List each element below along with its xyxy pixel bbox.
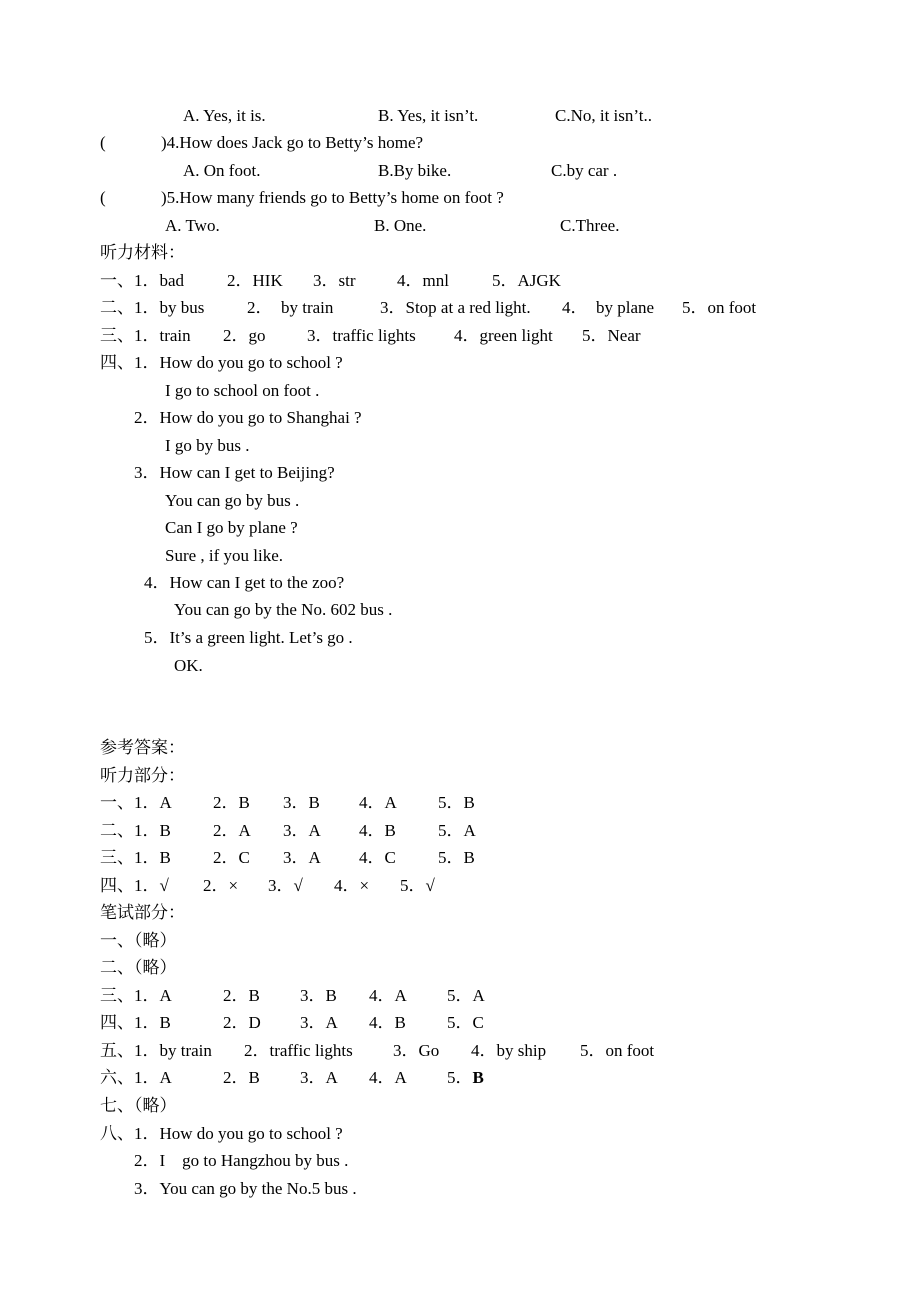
q3-option-b: B. Yes, it isn’t. — [378, 106, 479, 125]
q3-option-a: A. Yes, it is. — [183, 106, 266, 125]
listening-section-heading: 听力部分： — [100, 766, 185, 785]
ans-w6-bold-answer: B — [472, 1068, 484, 1087]
ans-w3-item: 2．B — [223, 986, 260, 1005]
ans-w3-item: 3．B — [300, 986, 337, 1005]
lm-part4-line: 2．How do you go to Shanghai ? — [134, 408, 362, 427]
ans-w4-number: 四、 — [100, 1013, 134, 1032]
q4-option-b: B.By bike. — [378, 161, 452, 180]
ans-l2-item: 4．B — [359, 821, 396, 840]
ans-w6-item: 3．A — [300, 1068, 338, 1087]
ans-w5-item: 5．on foot — [580, 1041, 655, 1060]
ans-l4-item: 5．√ — [400, 876, 435, 895]
lm-part1-item: 4．mnl — [397, 271, 449, 290]
ans-w4-item: 3．A — [300, 1013, 338, 1032]
ans-l4-item: 2．× — [203, 876, 239, 895]
q5-option-a: A. Two. — [165, 216, 220, 235]
ans-l2-item: 3．A — [283, 821, 321, 840]
ans-l4-number: 四、 — [100, 876, 134, 895]
ans-l4-item: 1．√ — [134, 876, 169, 895]
listening-material-heading: 听力材料： — [100, 243, 185, 262]
ans-w5-item: 2．traffic lights — [244, 1041, 353, 1060]
lm-part1-item: 3．str — [313, 271, 356, 290]
lm-part4-line: OK. — [174, 656, 203, 675]
lm-part4-line: I go to school on foot . — [165, 381, 320, 400]
q5-answer-paren: ( — [100, 188, 106, 207]
ans-l2-item: 1．B — [134, 821, 171, 840]
ans-w6-item: 4．A — [369, 1068, 407, 1087]
lm-part4-line: 1．How do you go to school ? — [134, 353, 343, 372]
ans-l3-number: 三、 — [100, 848, 134, 867]
lm-part2-item: 5．on foot — [682, 298, 757, 317]
ans-w7: 七、（略） — [100, 1096, 177, 1115]
ans-l3-item: 3．A — [283, 848, 321, 867]
q5-option-b: B. One. — [374, 216, 427, 235]
ans-w4-item: 5．C — [447, 1013, 484, 1032]
lm-part2-item: 1．by bus — [134, 298, 205, 317]
lm-part1-item: 5．AJGK — [492, 271, 561, 290]
ans-w6-number: 六、 — [100, 1068, 134, 1087]
ans-w3-number: 三、 — [100, 986, 134, 1005]
lm-part4-line: 5．It’s a green light. Let’s go . — [144, 628, 353, 647]
lm-part4-line: Can I go by plane ? — [165, 518, 298, 537]
ans-w8-number: 八、 — [100, 1124, 134, 1143]
ans-w5-item: 3．Go — [393, 1041, 440, 1060]
ans-w6-item: 1．A — [134, 1068, 172, 1087]
lm-part3-item: 4．green light — [454, 326, 553, 345]
ans-w5-item: 1．by train — [134, 1041, 212, 1060]
ans-w1: 一、（略） — [100, 931, 177, 950]
lm-part2-item: 2． by train — [247, 298, 334, 317]
lm-part2-number: 二、 — [100, 298, 134, 317]
lm-part4-line: You can go by the No. 602 bus . — [174, 600, 393, 619]
ans-w3-item: 4．A — [369, 986, 407, 1005]
lm-part4-line: 4．How can I get to the zoo? — [144, 573, 345, 592]
lm-part4-line: You can go by bus . — [165, 491, 300, 510]
ans-l3-item: 4．C — [359, 848, 396, 867]
ans-l3-item: 1．B — [134, 848, 171, 867]
ans-w5-item: 4．by ship — [471, 1041, 547, 1060]
lm-part3-item: 3．traffic lights — [307, 326, 416, 345]
ans-l2-item: 5．A — [438, 821, 476, 840]
lm-part1-number: 一、 — [100, 271, 134, 290]
lm-part2-item: 4． by plane — [562, 298, 655, 317]
lm-part3-item: 1．train — [134, 326, 191, 345]
ans-w3-item: 5．A — [447, 986, 485, 1005]
ans-w5-number: 五、 — [100, 1041, 134, 1060]
ans-l3-item: 2．C — [213, 848, 250, 867]
q5-option-c: C.Three. — [560, 216, 620, 235]
lm-part1-item: 2．HIK — [227, 271, 283, 290]
q5-stem: )5.How many friends go to Betty’s home on foot ? — [161, 188, 504, 207]
q4-stem: )4.How does Jack go to Betty’s home? — [161, 133, 424, 152]
ans-w8-line: 1．How do you go to school ? — [134, 1124, 343, 1143]
ans-w4-item: 4．B — [369, 1013, 406, 1032]
lm-part3-number: 三、 — [100, 326, 134, 345]
lm-part4-line: 3．How can I get to Beijing? — [134, 463, 335, 482]
lm-part4-line: I go by bus . — [165, 436, 250, 455]
ans-w8-line: 3．You can go by the No.5 bus . — [134, 1179, 357, 1198]
written-section-heading: 笔试部分： — [100, 903, 185, 922]
answers-heading: 参考答案： — [100, 738, 185, 757]
ans-l1-number: 一、 — [100, 793, 134, 812]
lm-part4-line: Sure , if you like. — [165, 546, 284, 565]
ans-w4-item: 2．D — [223, 1013, 261, 1032]
ans-w4-item: 1．B — [134, 1013, 171, 1032]
lm-part3-item: 2．go — [223, 326, 266, 345]
ans-l1-item: 2．B — [213, 793, 250, 812]
ans-l2-item: 2．A — [213, 821, 251, 840]
q4-option-a: A. On foot. — [183, 161, 261, 180]
ans-l1-item: 4．A — [359, 793, 397, 812]
ans-l1-item: 5．B — [438, 793, 475, 812]
ans-w6-item — [447, 1068, 484, 1088]
ans-l1-item: 1．A — [134, 793, 172, 812]
ans-l3-item: 5．B — [438, 848, 475, 867]
lm-part3-item: 5．Near — [582, 326, 641, 345]
ans-w6-item-number: 5． — [447, 1068, 473, 1087]
q4-option-c: C.by car . — [551, 161, 618, 180]
ans-l2-number: 二、 — [100, 821, 134, 840]
ans-w6-item: 2．B — [223, 1068, 260, 1087]
ans-l4-item: 4．× — [334, 876, 370, 895]
ans-w8-line: 2．I go to Hangzhou by bus . — [134, 1151, 349, 1170]
lm-part4-number: 四、 — [100, 353, 134, 372]
lm-part1-item: 1．bad — [134, 271, 185, 290]
lm-part2-item: 3．Stop at a red light. — [380, 298, 531, 317]
ans-l4-item: 3．√ — [268, 876, 303, 895]
ans-w3-item: 1．A — [134, 986, 172, 1005]
q4-answer-paren: ( — [100, 133, 106, 152]
ans-w2: 二、（略） — [100, 958, 177, 977]
ans-l1-item: 3．B — [283, 793, 320, 812]
q3-option-c: C.No, it isn’t.. — [555, 106, 652, 125]
